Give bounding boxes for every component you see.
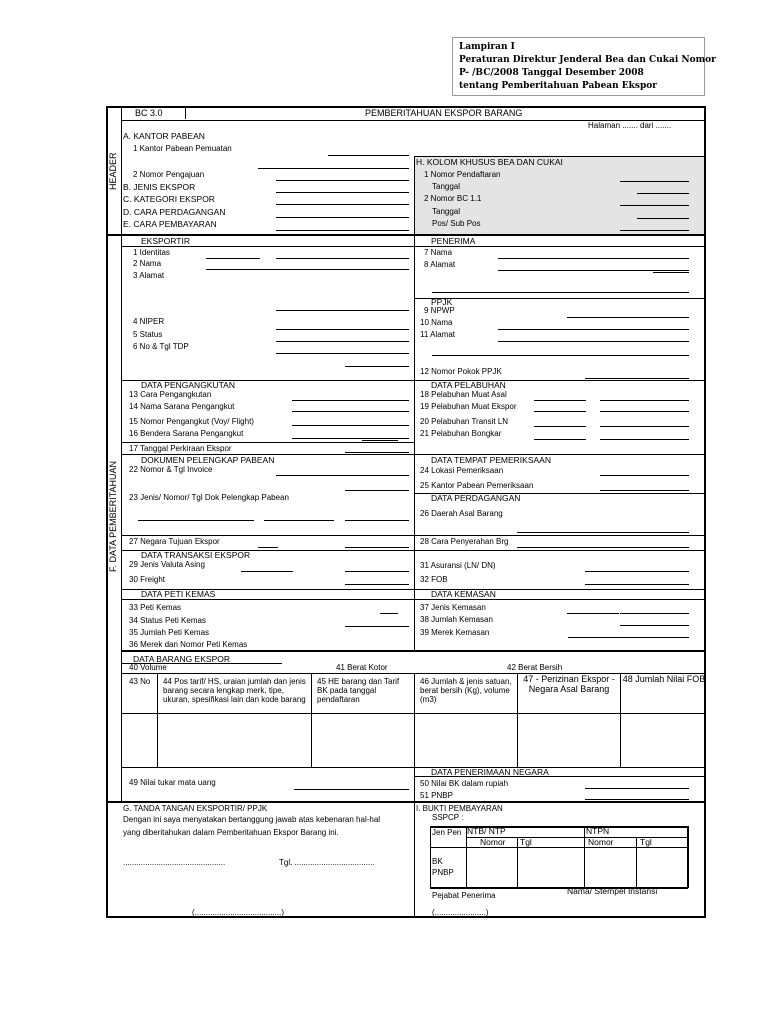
field-f23b-line [264, 520, 334, 521]
field-f38-line [620, 625, 689, 626]
label-f13: 13 Cara Pengangkutan [129, 390, 212, 399]
label-f10: 10 Nama [420, 318, 453, 327]
label-b: B. JENIS EKSPOR [123, 182, 196, 192]
signature-place: .............................................. [123, 858, 226, 867]
reference-line-3: P- /BC/2008 Tanggal Desember 2008 [459, 68, 644, 78]
field-f12-line [585, 378, 689, 379]
reference-box [452, 37, 716, 96]
field-f30-line [345, 584, 409, 585]
label-nomor-2: Nomor [588, 837, 614, 847]
field-f8c-line [432, 292, 689, 293]
field-f16-line [292, 438, 409, 439]
pengangkutan-title: DATA PENGANGKUTAN [141, 380, 235, 390]
field-h2-line [620, 205, 689, 206]
field-f26-line [517, 532, 689, 533]
field-a2-line-top [258, 168, 409, 169]
field-b-line [276, 192, 409, 193]
field-c-line [276, 204, 409, 205]
field-f21a-line [534, 439, 586, 440]
label-h2-tanggal: Tanggal [432, 207, 461, 216]
label-f4: 4 NIPER [133, 317, 165, 326]
reference-line-1: Lampiran I [459, 42, 515, 52]
dokumen-title: DOKUMEN PELENGKAP PABEAN [141, 455, 275, 465]
reference-line-4: tentang Pemberitahuan Pabean Ekspor [459, 81, 658, 91]
label-f12: 12 Nomor Pokok PPJK [420, 367, 502, 376]
field-f34-line [345, 626, 409, 627]
field-f20a-line [534, 426, 586, 427]
label-ntb: NTB/ NTP [467, 826, 506, 836]
col-48-divider [620, 673, 621, 767]
label-h2: 2 Nomor BC 1.1 [424, 194, 482, 203]
label-tgl-2: Tgl [640, 837, 652, 847]
field-f8b-line [653, 272, 689, 273]
label-f37: 37 Jenis Kemasan [420, 603, 486, 612]
reference-line-2: Peraturan Direktur Jenderal Bea dan Cukai Nomor [459, 55, 716, 65]
label-f29: 29 Jenis Valuta Asing [129, 560, 205, 569]
label-jen-pen: Jen Pen [432, 828, 462, 837]
header-right-divider [414, 156, 415, 235]
col-45-divider [311, 673, 312, 767]
field-f11a-line [498, 341, 689, 342]
label-f15: 15 Nomor Pengangkut (Voy/ Flight) [129, 417, 254, 426]
label-f1: 1 Identitas [133, 248, 170, 257]
barang-row-line [122, 713, 706, 714]
label-c: C. KATEGORI EKSPOR [123, 194, 215, 204]
field-f13-line [292, 400, 409, 401]
label-h1-tanggal: Tanggal [432, 182, 461, 191]
label-h1: 1 Nomor Pendaftaran [424, 170, 501, 179]
field-f22a-line [276, 475, 409, 476]
form-code-divider [185, 107, 186, 119]
header-bottom-line [106, 234, 706, 236]
label-f8: 8 Alamat [424, 260, 456, 269]
label-h3: Pos/ Sub Pos [432, 219, 481, 228]
field-a1-line [328, 155, 409, 156]
label-f11: 11 Alamat [420, 330, 455, 339]
label-ntpn: NTPN [586, 826, 610, 836]
field-f24-line [600, 475, 689, 476]
field-f33-line [380, 613, 398, 614]
col-43-header: 43 No [129, 677, 151, 686]
ppjk-top-line [414, 298, 706, 299]
field-f23a-line [138, 520, 254, 521]
label-f40: 40 Volume [129, 663, 167, 672]
field-f21b-line [600, 439, 689, 440]
field-f27a-line [258, 547, 278, 548]
label-f35: 35 Jumlah Peti Kemas [129, 628, 210, 637]
field-f20b-line [600, 426, 689, 427]
payment-col-right [687, 826, 689, 888]
field-f1b-line [276, 258, 409, 259]
bukti-title: I. BUKTI PEMBAYARAN [416, 804, 503, 813]
petikemas-title: DATA PETI KEMAS [141, 589, 216, 599]
label-a2: 2 Nomor Pengajuan [133, 170, 205, 179]
label-f31: 31 Asuransi (LN/ DN) [420, 561, 496, 570]
label-f50: 50 Nilai BK dalam rupiah [420, 779, 509, 788]
label-f36: 36 Merek dan Nomor Peti Kemas [129, 640, 248, 649]
label-e: E. CARA PEMBAYARAN [123, 219, 217, 229]
field-f31-line [585, 571, 689, 572]
label-f41: 41 Berat Kotor [336, 663, 388, 672]
eksportir-title: EKSPORTIR [141, 236, 190, 246]
label-f9: 9 NPWP [424, 306, 455, 315]
label-f23: 23 Jenis/ Nomor/ Tgl Dok Pelengkap Pabean [129, 493, 289, 502]
label-a: A. KANTOR PABEAN [123, 131, 205, 141]
label-f20: 20 Pelabuhan Transit LN [420, 417, 509, 426]
payment-col-tgl1 [517, 837, 518, 887]
payment-col-tgl2 [636, 837, 637, 887]
tanda-tangan-text-1: Dengan ini saya menyatakan bertanggung jawab atas kebenaran hal-hal [123, 815, 381, 824]
col-48-header: 48 Jumlah Nilai FOB [622, 674, 706, 684]
signature-name: (.......................................) [192, 908, 285, 917]
label-f32: 32 FOB [420, 575, 448, 584]
label-f30: 30 Freight [129, 575, 166, 584]
field-f14-line [292, 411, 409, 412]
row-27-top-line [122, 535, 706, 536]
title-row-line [121, 120, 706, 121]
col-46-header: 46 Jumlah & jenis satuan, berat bersih (Kg), volume (m3) [420, 677, 512, 704]
field-f37b-line [620, 613, 689, 614]
label-d: D. CARA PERDAGANGAN [123, 207, 226, 217]
signature-divider [414, 802, 415, 917]
col-44-header: 44 Pos tarif/ HS, uraian jumlah dan jenis barang secara lengkap merk, tipe, ukuran, spesifikasi lain dan kode barang [163, 677, 306, 704]
perdagangan-title: DATA PERDAGANGAN [431, 493, 521, 503]
field-f11b-line [432, 355, 689, 356]
label-f18: 18 Pelabuhan Muat Asal [420, 390, 507, 399]
kemasan-title: DATA KEMASAN [431, 589, 496, 599]
field-f3-line [276, 310, 409, 311]
payment-table-header-bottom [430, 847, 688, 848]
label-f27: 27 Negara Tujuan Ekspor [129, 537, 220, 546]
label-nomor-1: Nomor [480, 837, 506, 847]
field-f49-line [294, 789, 409, 790]
field-f2-line [206, 269, 409, 270]
side-label-data: F. DATA PEMBERITAHUAN [108, 460, 118, 572]
field-f6a-line [276, 353, 409, 354]
pemeriksaan-title: DATA TEMPAT PEMERIKSAAN [431, 455, 551, 465]
field-f18a-line [534, 400, 586, 401]
label-f2: 2 Nama [133, 259, 162, 268]
field-f32-line [585, 584, 689, 585]
side-label-header: HEADER [108, 152, 118, 190]
label-f24: 24 Lokasi Pemeriksaan [420, 466, 504, 475]
penerimaan-title-line [414, 776, 706, 777]
field-f50-line [585, 788, 689, 789]
kemasan-title-line [414, 599, 706, 600]
label-bk: BK [432, 857, 443, 866]
field-f6b-line [345, 366, 409, 367]
label-f3: 3 Alamat [133, 271, 165, 280]
col-47-header: 47 - Perizinan Ekspor - Negara Asal Barang [523, 674, 615, 694]
signature-top-line [106, 801, 706, 803]
field-f29b-line [345, 571, 409, 572]
label-f38: 38 Jumlah Kemasan [420, 615, 493, 624]
label-f26: 26 Daerah Asal Barang [420, 509, 503, 518]
field-h1-line [620, 181, 689, 182]
label-pejabat: Pejabat Penerima [432, 891, 496, 900]
field-h1t-line [637, 193, 689, 194]
tanda-tangan-text-2: yang diberitahukan dalam Pemberitahuan Ekspor Barang ini. [123, 828, 339, 837]
label-f28: 28 Cara Penyerahan Brg [420, 537, 509, 546]
field-f39-line [568, 637, 689, 638]
field-e-line [276, 230, 409, 231]
field-f5-line [276, 341, 409, 342]
payment-col-left [430, 826, 431, 887]
penerima-title: PENERIMA [431, 236, 476, 246]
label-f22: 22 Nomor & Tgl Invoice [129, 465, 213, 474]
label-pnbp: PNBP [432, 868, 454, 877]
label-tgl-1: Tgl [520, 837, 532, 847]
transaksi-title: DATA TRANSAKSI EKSPOR [141, 550, 251, 560]
pelabuhan-title: DATA PELABUHAN [431, 380, 506, 390]
signature-date: Tgl. .................................... [279, 858, 375, 867]
petikemas-title-line [122, 599, 414, 600]
label-f33: 33 Peti Kemas [129, 603, 182, 612]
col-45-header: 45 HE barang dan Tarif BK pada tanggal pendaftaran [317, 677, 400, 704]
label-f25: 25 Kantor Pabean Pemeriksaan [420, 481, 534, 490]
field-f16-date [362, 440, 398, 441]
label-f14: 14 Nama Sarana Pengangkut [129, 402, 235, 411]
field-a2-line [276, 180, 409, 181]
label-f6: 6 No & Tgl TDP [133, 342, 189, 351]
field-f19a-line [534, 411, 586, 412]
sspcp-label: SSPCP : [432, 813, 464, 822]
label-stempel: Nama/ Stempel Instansi [567, 886, 658, 896]
label-f5: 5 Status [133, 330, 163, 339]
field-h2t-line [637, 218, 689, 219]
label-f19: 19 Pelabuhan Muat Ekspor [420, 402, 517, 411]
field-f25-line [600, 490, 689, 491]
field-f1a-line [206, 258, 260, 259]
field-f9-line [567, 317, 689, 318]
eksportir-title-line [122, 246, 414, 247]
main-divider-lower [414, 673, 415, 801]
pejabat-name: (.......................) [432, 908, 489, 917]
label-f21: 21 Pelabuhan Bongkar [420, 429, 502, 438]
field-d-line [276, 217, 409, 218]
label-f49: 49 Nilai tukar mata uang [129, 778, 216, 787]
field-f17-line [345, 452, 409, 453]
barang-bottom-line [122, 767, 706, 768]
form-code: BC 3.0 [135, 108, 163, 118]
f17-top-line [122, 442, 414, 443]
field-f28-line [517, 547, 689, 548]
field-f51-line [585, 799, 689, 800]
field-f4-line [276, 329, 409, 330]
field-f37a-line [567, 613, 619, 614]
label-a1: 1 Kantor Pabean Pemuatan [133, 144, 232, 153]
field-f19b-line [600, 411, 689, 412]
col-47-divider [517, 673, 518, 767]
field-f27b-line [345, 547, 409, 548]
barang-top-line [122, 650, 706, 652]
tanda-tangan-title: G. TANDA TANGAN EKSPORTIR/ PPJK [123, 804, 268, 813]
field-f15-line [292, 425, 409, 426]
field-h3-line [620, 230, 689, 231]
penerimaan-title: DATA PENERIMAAN NEGARA [431, 767, 549, 777]
label-f51: 51 PNBP [420, 791, 453, 800]
penerima-title-line [414, 246, 706, 247]
field-f7-line [498, 258, 689, 259]
label-h: H. KOLOM KHUSUS BEA DAN CUKAI [416, 157, 563, 167]
label-f39: 39 Merek Kemasan [420, 628, 490, 637]
field-f10-line [498, 329, 689, 330]
label-f17: 17 Tanggal Perkiraan Ekspor [129, 444, 232, 453]
field-f18b-line [600, 400, 689, 401]
label-f34: 34 Status Peti Kemas [129, 616, 206, 625]
label-f16: 16 Bendera Sarana Pengangkut [129, 429, 244, 438]
field-f23c-line [345, 520, 409, 521]
field-f29a-line [241, 571, 293, 572]
label-f7: 7 Nama [424, 248, 453, 257]
barang-title: DATA BARANG EKSPOR [133, 654, 230, 664]
label-f42: 42 Berat Bersih [507, 663, 563, 672]
form-title: PEMBERITAHUAN EKSPOR BARANG [365, 108, 523, 118]
page-indicator: Halaman ....... dari ....... [588, 121, 672, 130]
payment-col-ntpn [584, 826, 585, 887]
col-44-divider [157, 673, 158, 767]
field-f22b-line [345, 490, 409, 491]
ppjk-title: PPJK [431, 297, 453, 307]
field-f8a-line [498, 270, 689, 271]
